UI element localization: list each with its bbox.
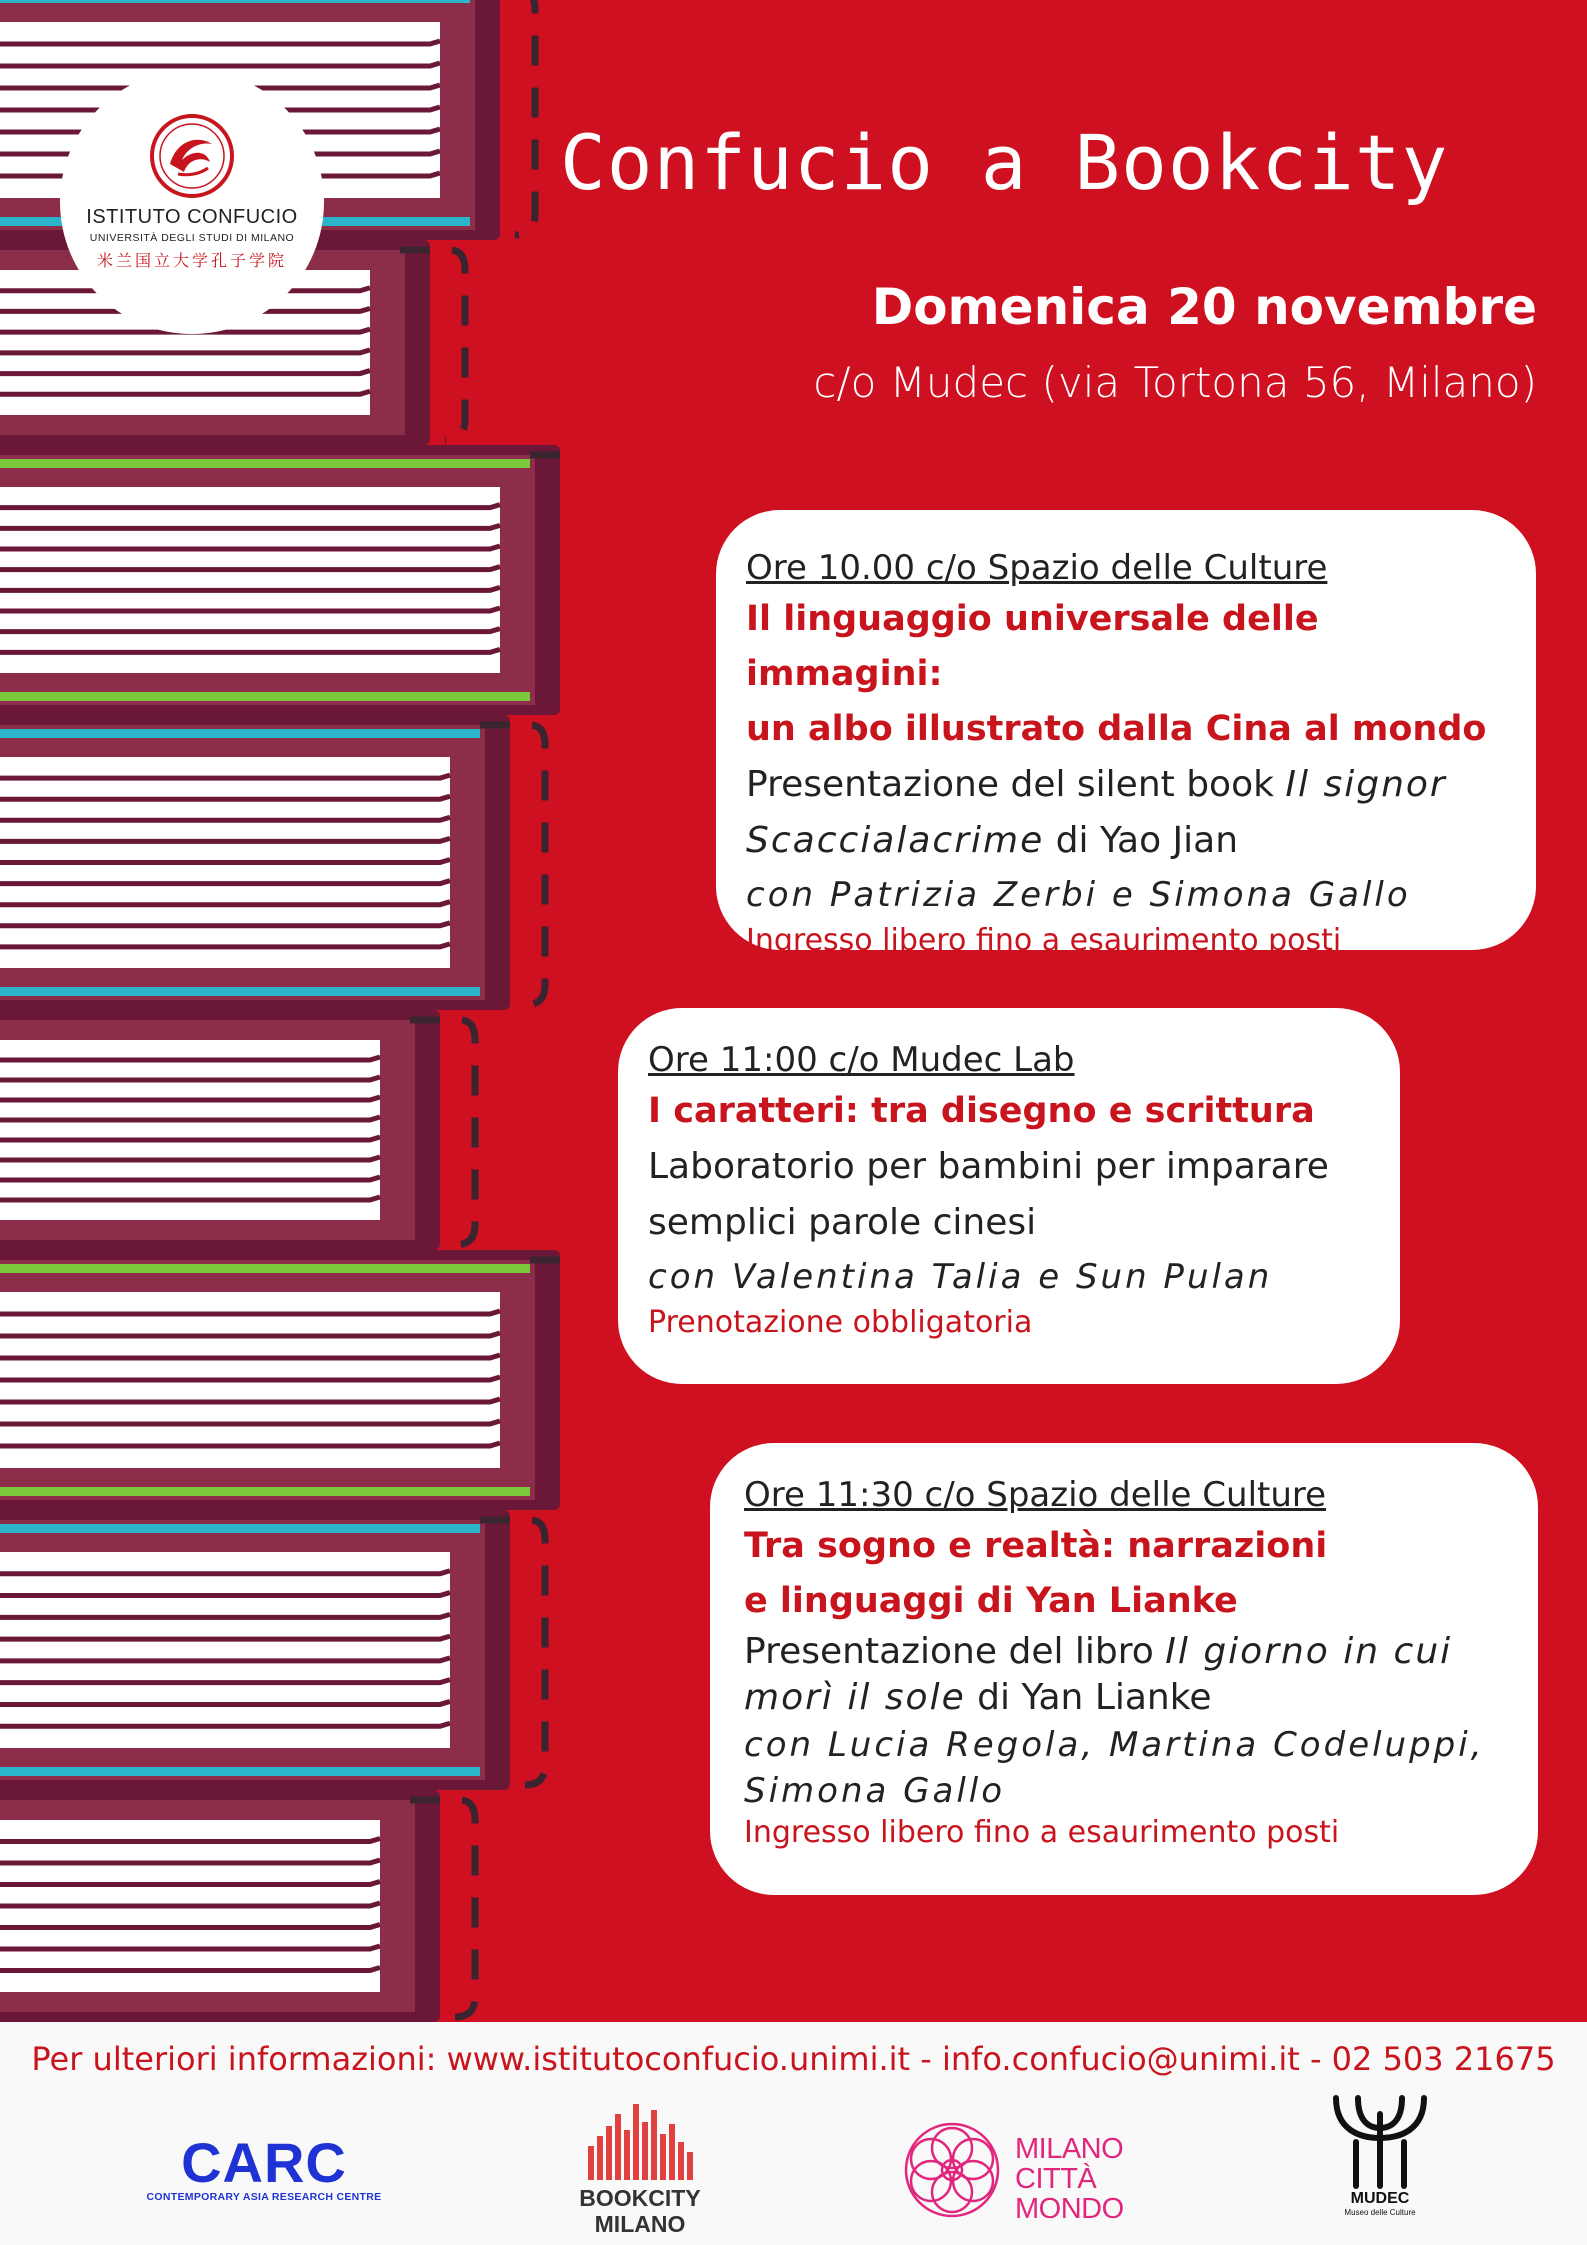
event-title-line: I caratteri: tra disegno e scrittura (648, 1091, 1315, 1131)
event-title-line: un albo illustrato dalla Cina al mondo (746, 709, 1487, 749)
event-admission-note: Ingresso libero fino a esaurimento posti (746, 923, 1342, 958)
book-stripe (0, 1524, 480, 1533)
book-stripe (0, 1487, 530, 1496)
carc-logo-subtitle: CONTEMPORARY ASIA RESEARCH CENTRE (146, 2191, 382, 2203)
mcm-line: CITTÀ (1015, 2163, 1097, 2195)
event-card-3 (710, 1443, 1538, 1895)
carc-logo (134, 2131, 394, 2203)
book-stripe (0, 459, 530, 468)
book-title-part: Il signor (1285, 764, 1447, 805)
book-pages (0, 487, 500, 673)
book-title-part: Scaccialacrime (746, 820, 1045, 861)
mudec-subtitle: Museo delle Culture (1344, 2208, 1416, 2217)
logo-chinese-name: 米兰国立大学孔子学院 (96, 253, 287, 270)
event-speakers: con Valentina Talia e Sun Pulan (648, 1257, 1273, 1297)
event-description (746, 757, 1506, 869)
book-stripe (0, 1264, 530, 1273)
event-admission-note: Prenotazione obbligatoria (648, 1305, 1033, 1340)
event-description (744, 1629, 1508, 1721)
mudec-emblem-icon (1320, 2090, 1440, 2190)
event-admission-note: Ingresso libero fino a esaurimento posti (744, 1815, 1340, 1850)
bookcity-skyline-icon (580, 2100, 700, 2180)
istituto-confucio-logo (60, 70, 324, 334)
event-speakers-line: Simona Gallo (744, 1771, 1006, 1811)
event-time-location: Ore 10.00 c/o Spazio delle Culture (746, 548, 1328, 588)
event-title-line: Il linguaggio universale delle immagini: (746, 599, 1319, 694)
event-time-location: Ore 11:30 c/o Spazio delle Culture (744, 1475, 1327, 1515)
book-pages (0, 1040, 380, 1220)
bookcity-logo (560, 2100, 720, 2237)
event-description-line: semplici parole cinesi (648, 1202, 1037, 1243)
event-time-location: Ore 11:00 c/o Mudec Lab (648, 1040, 1075, 1080)
mudec-name: MUDEC (1350, 2190, 1410, 2207)
milano-citta-mondo-text (1015, 2134, 1124, 2224)
event-description-line: Laboratorio per bambini per imparare (648, 1146, 1329, 1187)
description-text: Presentazione del silent book (746, 764, 1286, 805)
mcm-line: MILANO (1015, 2133, 1124, 2165)
book-pages (0, 1552, 450, 1748)
bookcity-logo-line: BOOKCITY (579, 2185, 701, 2211)
carc-logo-text: CARC (181, 2131, 347, 2194)
bookcity-logo-line: MILANO (594, 2211, 686, 2237)
book-stripe (0, 1767, 480, 1776)
event-card-1 (716, 510, 1536, 958)
mudec-logo (1300, 2090, 1460, 2217)
logo-university-name: UNIVERSITÀ DEGLI STUDI DI MILANO (89, 232, 295, 244)
description-text: di Yao Jian (1044, 820, 1239, 861)
confucio-seal-icon (148, 112, 236, 200)
event-speakers: con Patrizia Zerbi e Simona Gallo (746, 875, 1411, 915)
book-stripe (0, 692, 530, 701)
book-stripe (0, 987, 480, 996)
event-speakers-line: con Lucia Regola, Martina Codeluppi, (744, 1725, 1485, 1765)
event-date: Domenica 20 novembre (871, 278, 1537, 336)
event-title-line: e linguaggi di Yan Lianke (744, 1581, 1238, 1621)
event-card-2 (618, 1008, 1400, 1384)
book-stack-illustration (0, 0, 560, 2022)
event-title-line: Tra sogno e realtà: narrazioni (744, 1526, 1328, 1566)
milano-citta-mondo-logo (900, 2118, 1160, 2228)
mcm-line: MONDO (1015, 2193, 1124, 2225)
book-title-part: morì il sole (744, 1677, 966, 1718)
logo-institute-name: ISTITUTO CONFUCIO (86, 206, 298, 228)
description-text: di Yan Lianke (965, 1677, 1212, 1718)
book-stripe (0, 0, 470, 3)
event-venue: c/o Mudec (via Tortona 56, Milano) (813, 358, 1537, 407)
page-title: Confucio a Bookcity (560, 118, 1449, 207)
contact-info: Per ulteriori informazioni: www.istitutoconfucio.unimi.it - info.confucio@unimi.it - 02 503 21675 (31, 2040, 1556, 2078)
rosette-icon (900, 2118, 1004, 2222)
book-title-part: Il giorno in cui (1165, 1631, 1453, 1672)
book-stripe (0, 729, 480, 738)
description-text: Presentazione del libro (744, 1631, 1166, 1672)
